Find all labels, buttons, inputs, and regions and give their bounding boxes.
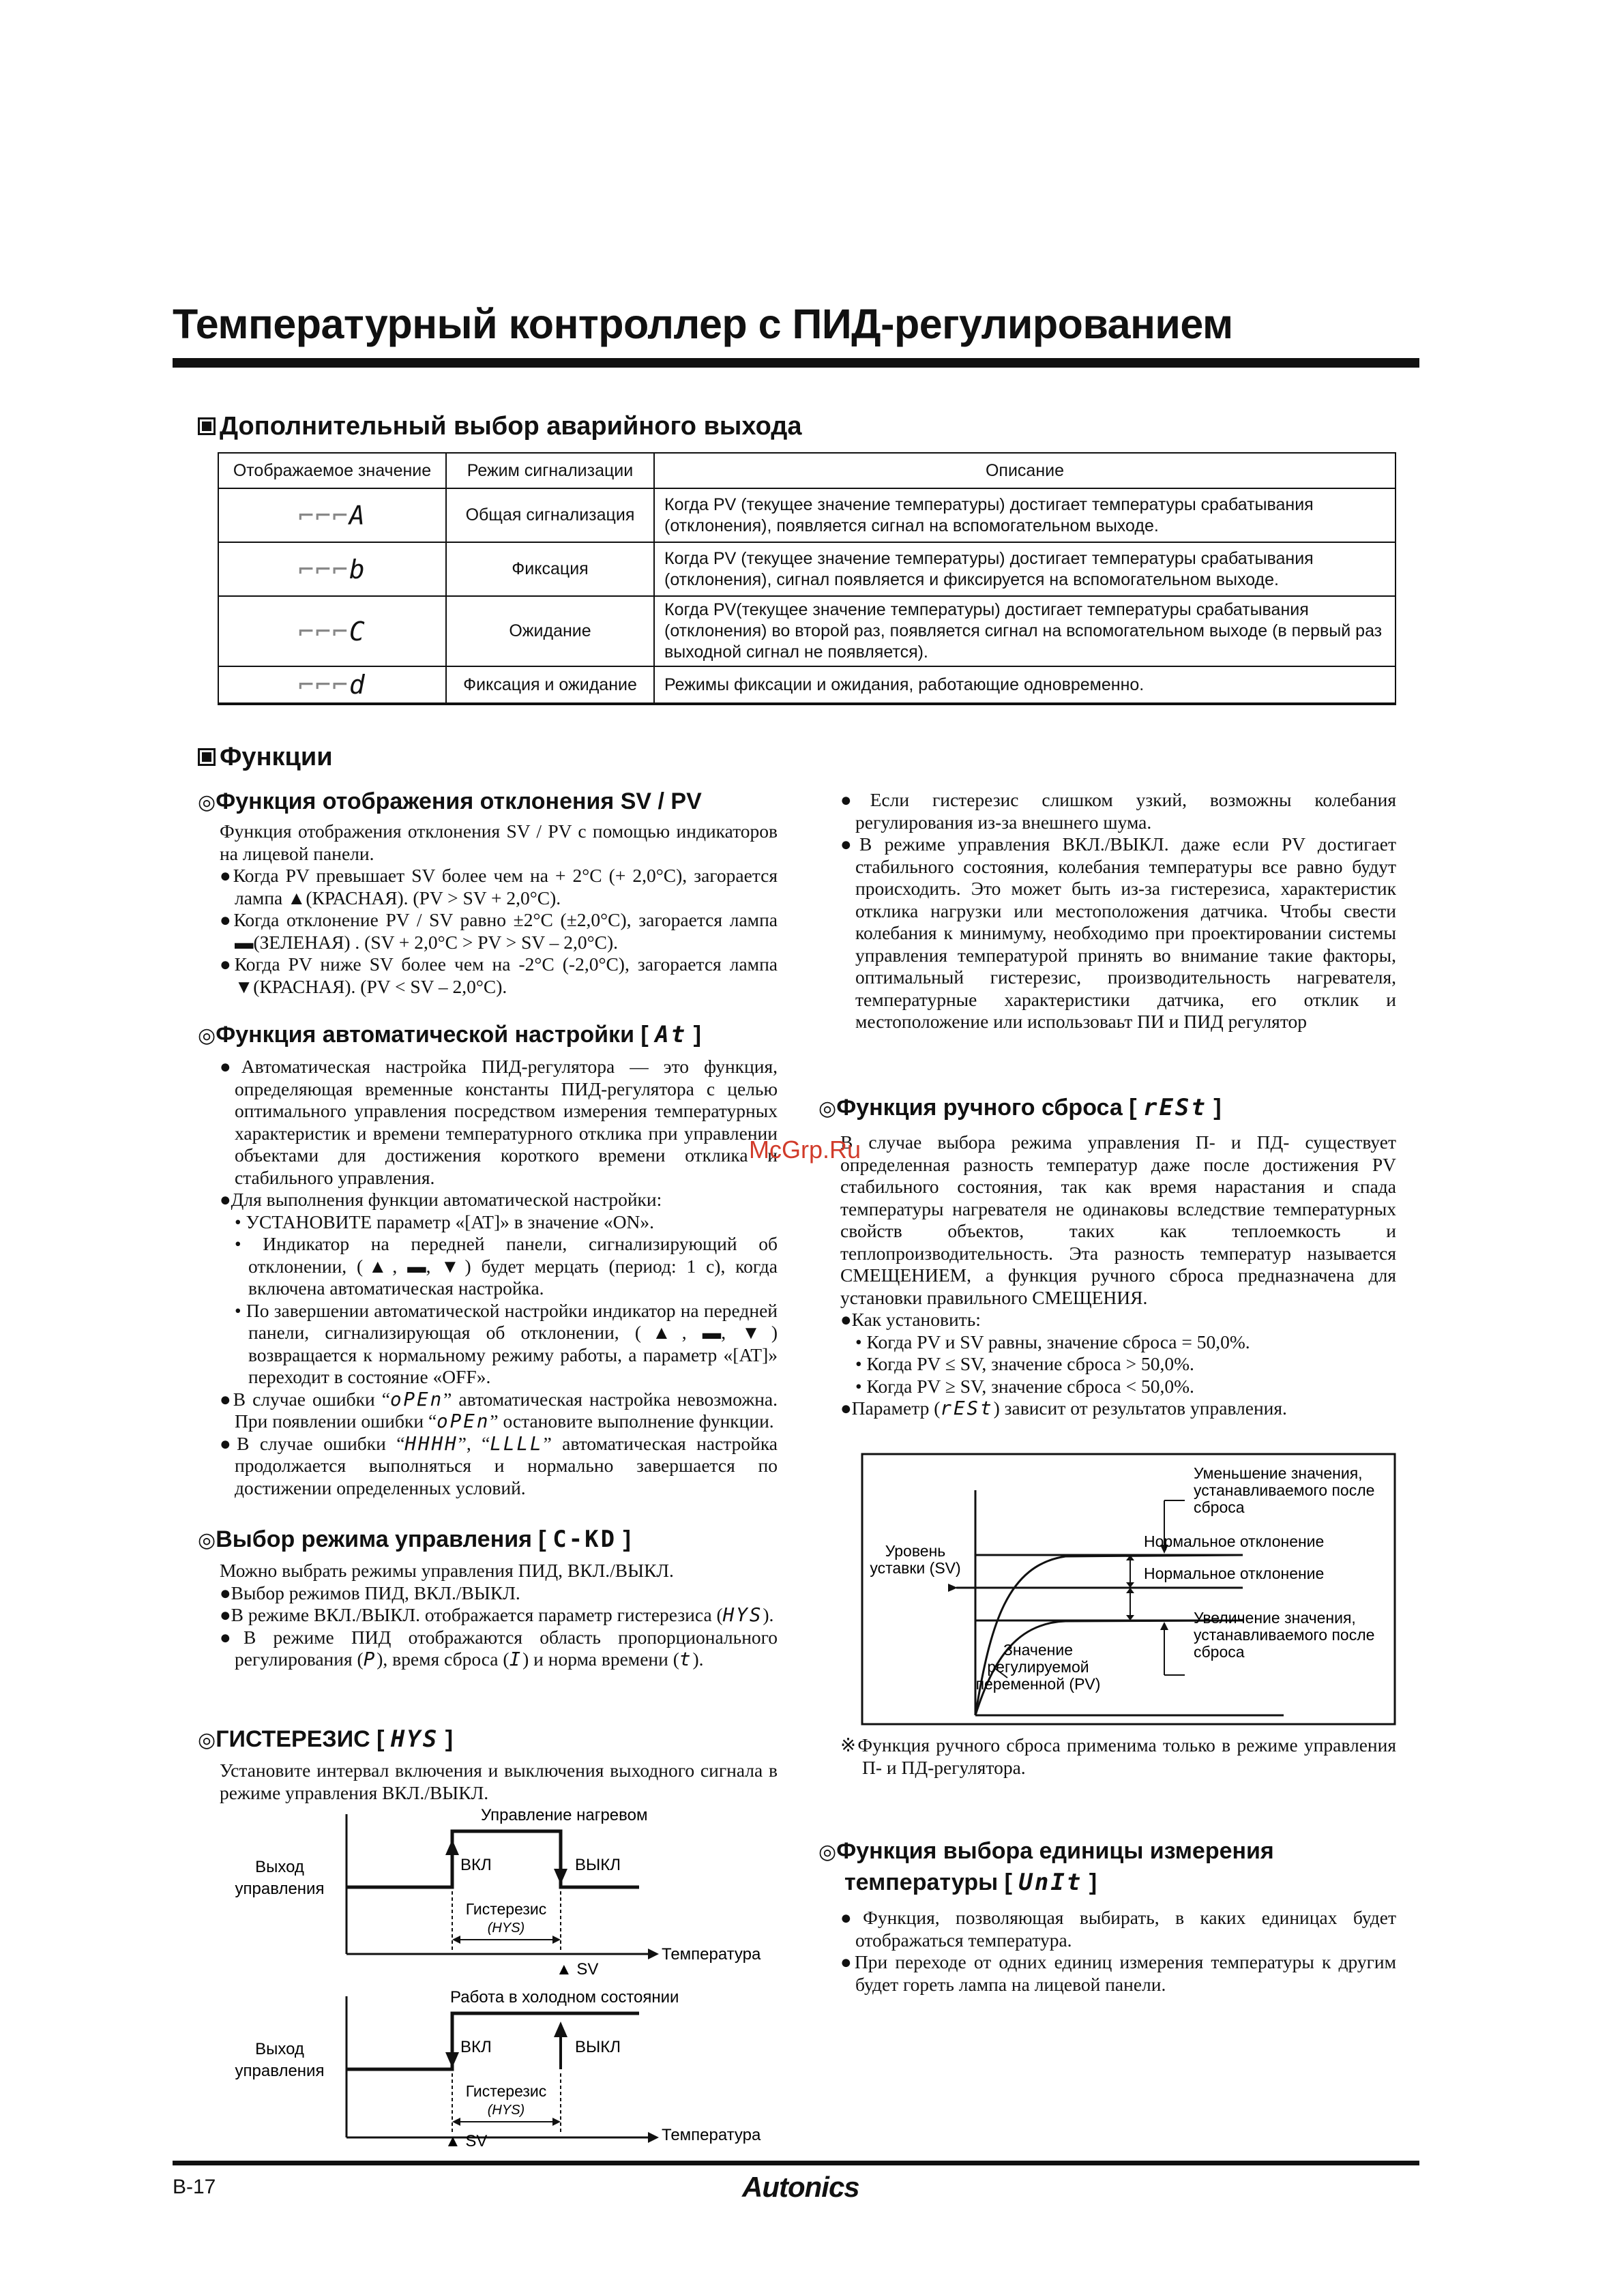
table-header-row bbox=[218, 453, 1396, 488]
hys-label: Гистерезис bbox=[465, 1900, 547, 1918]
manual-reset-sub-bullet: • Когда PV ≥ SV, значение сброса < 50,0%. bbox=[855, 1375, 1194, 1397]
sv-label: ▲ SV bbox=[445, 2132, 488, 2150]
sv-pv-heading-text: Функция отображения отклонения SV / PV bbox=[216, 788, 702, 814]
square-bullet-icon bbox=[198, 748, 216, 766]
graph-label: регулируемой bbox=[987, 1658, 1089, 1676]
graph-label: Значение bbox=[1003, 1641, 1073, 1659]
text: ●В случае ошибки “ bbox=[220, 1388, 390, 1410]
description-cell: Режимы фиксации и ожидания, работающие одновременно. bbox=[654, 666, 1396, 704]
up-arrow-icon bbox=[1160, 1622, 1168, 1630]
x-axis-arrow-icon bbox=[648, 2132, 659, 2143]
x-label: Температура bbox=[662, 2126, 761, 2144]
text: ”, “ bbox=[458, 1432, 490, 1454]
manual-reset-code: rESt bbox=[1142, 1094, 1207, 1121]
p-code: P bbox=[363, 1648, 377, 1670]
sv-pv-bullet: ●Когда PV ниже SV более чем на -2°C (-2,0°C), загорается лампа ▼(КРАСНАЯ). (PV < SV – 2,0°C). bbox=[220, 953, 778, 997]
manual-reset-sub-bullet: • Когда PV и SV равны, значение сброса = 50,0%. bbox=[855, 1331, 1250, 1352]
hys-label: Гистерезис bbox=[465, 2082, 547, 2100]
title-rule bbox=[173, 358, 1419, 368]
segment-display-cell: ⌐⌐⌐A bbox=[218, 488, 446, 542]
graph-label: сброса bbox=[1194, 1498, 1245, 1516]
autotune-bullet: ●Для выполнения функции автоматической настройки: bbox=[220, 1189, 662, 1210]
unit-bullet: ●При переходе от одних единиц измерения температуры к другим будет гореть лампа на лицевой панели. bbox=[840, 1951, 1396, 1995]
text: ” автоматическая настройка продолжается выполняться и нормально завершается по достижении определенных условий. bbox=[235, 1432, 778, 1498]
cooling-diagram bbox=[225, 1986, 784, 2163]
text: и норма времени bbox=[533, 1648, 668, 1670]
double-circle-icon: ◎ bbox=[198, 1024, 216, 1048]
autotune-sub-bullet: • По завершении автоматической настройки индикатор на передней панели, сигнализирующая об отклонении, (▲, ▬, ▼) возвращается к нормальному режиму работы, а параметр «[AT]» переходит в состояние «OFF». bbox=[235, 1299, 778, 1387]
error-code: oPEn bbox=[437, 1410, 490, 1432]
description-cell: Когда PV (текущее значение температуры) достигает температуры срабатывания (отклонения), появляется сигнал на вспомогательном выходе. bbox=[654, 488, 1396, 542]
graph-label: Уровень bbox=[885, 1542, 946, 1560]
graph-label: Нормальное отклонение bbox=[1144, 1533, 1325, 1550]
autotune-heading: ◎Функция автоматической настройки [ At ] bbox=[198, 1021, 701, 1048]
text: , время сброса bbox=[383, 1648, 499, 1670]
autotune-error-bullet bbox=[220, 1433, 778, 1500]
functions-heading-text: Функции bbox=[220, 743, 333, 771]
segment-code: b bbox=[349, 554, 366, 584]
control-mode-bullet: ●В режиме ВКЛ./ВЫКЛ. отображается параметр гистерезиса (HYS). bbox=[220, 1604, 774, 1626]
unit-heading: ◎Функция выбора единицы измерения температуры [ UnIt ] bbox=[818, 1838, 1274, 1896]
page-number: B-17 bbox=[173, 2176, 216, 2198]
segment-display-cell: ⌐⌐⌐b bbox=[218, 542, 446, 596]
control-mode-bullet: ●В режиме ПИД отображаются область пропорционального регулирования (P), время сброса (I) и норма времени (t). bbox=[220, 1626, 778, 1670]
control-mode-intro: Можно выбрать режимы управления ПИД, ВКЛ./ВЫКЛ. bbox=[220, 1560, 674, 1581]
sv-label: ▲ SV bbox=[556, 1960, 599, 1979]
alarm-table bbox=[218, 452, 1396, 705]
functions-heading bbox=[198, 743, 333, 772]
sv-arrow-icon bbox=[948, 1584, 958, 1592]
table-row bbox=[218, 542, 1396, 596]
y-label: Выход bbox=[255, 2040, 304, 2058]
text: ●В случае ошибки “ bbox=[220, 1432, 405, 1454]
error-code: HHHH bbox=[404, 1432, 458, 1455]
page-title: Температурный контроллер с ПИД-регулированием bbox=[173, 301, 1233, 347]
unit-body bbox=[840, 1907, 1396, 1996]
graph-label: сброса bbox=[1194, 1643, 1245, 1661]
hys-code: HYS bbox=[722, 1604, 763, 1626]
heating-diagram bbox=[225, 1804, 784, 1981]
mode-cell: Фиксация и ожидание bbox=[446, 666, 654, 704]
graph-label: Уменьшение значения, bbox=[1194, 1464, 1363, 1482]
double-circle-icon: ◎ bbox=[198, 1528, 216, 1552]
control-mode-heading: ◎Выбор режима управления [ C-KD ] bbox=[198, 1526, 631, 1553]
graph-label: устанавливаемого после bbox=[1194, 1626, 1375, 1644]
segment-code: A bbox=[349, 500, 366, 531]
column-header: Описание bbox=[654, 453, 1396, 488]
sv-pv-heading bbox=[198, 788, 702, 815]
sv-pv-intro: Функция отображения отклонения SV / PV с помощью индикаторов на лицевой панели. bbox=[220, 820, 778, 864]
brand-logo: Autonics bbox=[742, 2171, 859, 2203]
mode-cell: Общая сигнализация bbox=[446, 488, 654, 542]
unit-heading-text: Функция выбора единицы измерения bbox=[836, 1838, 1274, 1864]
unit-heading-text: температуры bbox=[844, 1869, 999, 1895]
off-label: ВЫКЛ bbox=[575, 1856, 621, 1874]
on-label: ВКЛ bbox=[460, 1856, 492, 1874]
segment-display-cell: ⌐⌐⌐C bbox=[218, 596, 446, 666]
up-arrow-icon bbox=[554, 2022, 567, 2037]
right-bullet: ●В режиме управления ВКЛ./ВЫКЛ. даже если PV достигает стабильного состояния, колебания температуры все равно будут происходить. Это может быть из-за гистерезиса, характеристик отклика нагрузки или местоположения датчика. Чтобы свести колебания к минимуму, необходимо при проектировании системы управления температурой принять во внимание такие факторы, оптимальный гистерезис, производительность нагревателя, температурные характеристики датчика, его отклик и местоположение или использоваьт ПИ и ПИД регулятор bbox=[840, 833, 1396, 1032]
down-arrow-icon bbox=[554, 1869, 567, 1884]
left-arrow-icon bbox=[452, 1936, 460, 1944]
graph-label: Увеличение значения, bbox=[1194, 1609, 1356, 1627]
alarm-heading-text: Дополнительный выбор аварийного выхода bbox=[220, 412, 802, 441]
table-row bbox=[218, 596, 1396, 666]
segment-display-cell: ⌐⌐⌐d bbox=[218, 666, 446, 704]
graph-label: Нормальное отклонение bbox=[1144, 1565, 1325, 1582]
sv-pv-bullet: ●Когда PV превышает SV более чем на + 2°C (+ 2,0°C), загорается лампа ▲(КРАСНАЯ). (PV > SV + 2,0°C). bbox=[220, 865, 778, 908]
graph-label: переменной (PV) bbox=[975, 1675, 1101, 1693]
sv-pv-bullet: ●Когда отклонение PV / SV равно ±2°C (±2,0°C), загорается лампа ▬(ЗЕЛЕНАЯ) . (SV + 2,0°C > PV > SV – 2,0°C). bbox=[220, 909, 778, 953]
right-bullet: ●Если гистерезис слишком узкий, возможны колебания регулирования из-за внешнего шума. bbox=[840, 789, 1396, 833]
double-circle-icon: ◎ bbox=[818, 1840, 837, 1864]
double-circle-icon: ◎ bbox=[818, 1097, 837, 1121]
autotune-sub-bullet: • Индикатор на передней панели, сигнализирующий об отклонении, (▲, ▬, ▼) будет мерцать (период: 1 с), когда включена автоматическая настройка. bbox=[235, 1233, 778, 1299]
square-bullet-icon bbox=[198, 417, 216, 435]
off-label: ВЫКЛ bbox=[575, 2038, 621, 2056]
watermark-text: McGrp.Ru bbox=[749, 1136, 861, 1164]
graph-label: уставки (SV) bbox=[870, 1559, 961, 1577]
hys-code: (HYS) bbox=[487, 2103, 525, 2118]
error-code: LLLL bbox=[490, 1432, 544, 1455]
control-mode-code: C-KD bbox=[552, 1526, 617, 1553]
manual-reset-body bbox=[840, 1131, 1396, 1420]
error-code: oPEn bbox=[389, 1388, 444, 1410]
text: ●В режиме ВКЛ./ВЫКЛ. отображается параметр гистерезиса bbox=[220, 1604, 712, 1625]
manual-reset-bullet: ●Как установить: bbox=[840, 1309, 981, 1330]
text: ” остановите выполнение функции. bbox=[490, 1410, 774, 1432]
control-mode-body bbox=[220, 1560, 778, 1671]
manual-reset-sub-bullet: • Когда PV ≤ SV, значение сброса > 50,0%. bbox=[855, 1353, 1194, 1374]
manual-reset-heading-text: Функция ручного сброса bbox=[836, 1095, 1123, 1121]
column-header: Отображаемое значение bbox=[218, 453, 446, 488]
table-row bbox=[218, 666, 1396, 704]
y-label: управления bbox=[235, 1880, 325, 1898]
x-axis-arrow-icon bbox=[648, 1949, 659, 1959]
manual-reset-heading: ◎Функция ручного сброса [ rESt ] bbox=[818, 1094, 1222, 1121]
text: ) зависит от результатов управления. bbox=[993, 1397, 1287, 1419]
autotune-sub-bullet: • УСТАНОВИТЕ параметр «[AT]» в значение «ON». bbox=[235, 1211, 654, 1232]
sv-pv-body bbox=[220, 820, 778, 998]
table-row bbox=[218, 488, 1396, 542]
autotune-bullet: ●Автоматическая настройка ПИД-регулятора — это функция, определяющая временные константы ПИД-регулятора с целью оптимального управления посредством измерения температурных характеристик и времени температурного отклика при управлении объектами для достижения короткого времени отклика и стабильного управления. bbox=[220, 1056, 778, 1188]
text: ●Параметр ( bbox=[840, 1397, 941, 1419]
manual-reset-graph bbox=[861, 1453, 1396, 1726]
segment-code: C bbox=[349, 616, 366, 647]
text: ” автоматическая настройка невозможна. При появлении ошибки “ bbox=[235, 1388, 778, 1432]
column-header: Режим сигнализации bbox=[446, 453, 654, 488]
control-mode-heading-text: Выбор режима управления bbox=[216, 1526, 532, 1552]
mode-cell: Ожидание bbox=[446, 596, 654, 666]
hysteresis-heading-text: ГИСТЕРЕЗИС bbox=[216, 1726, 370, 1752]
manual-reset-bullet bbox=[840, 1397, 1396, 1420]
y-label: управления bbox=[235, 2062, 325, 2080]
unit-bullet: ●Функция, позволяющая выбирать, в каких единицах будет отображаться температура. bbox=[840, 1907, 1396, 1951]
y-label: Выход bbox=[255, 1858, 304, 1876]
x-label: Температура bbox=[662, 1945, 761, 1964]
unit-code: UnIt bbox=[1018, 1869, 1083, 1896]
i-code: I bbox=[509, 1648, 523, 1670]
right-top-body bbox=[840, 789, 1396, 1033]
text: ●В режиме ПИД отображаются область пропорционального регулирования bbox=[220, 1626, 778, 1670]
diagram-title: Управление нагревом bbox=[481, 1806, 648, 1824]
graph-label: устанавливаемого после bbox=[1194, 1481, 1375, 1499]
footer-rule bbox=[173, 2161, 1419, 2165]
left-arrow-icon bbox=[452, 2118, 460, 2126]
manual-reset-intro: В случае выбора режима управления П- и ПД- существует определенная разность температур даже после достижения PV стабильного состояния, так как время нарастания и спада температуры нагревателя не одинаковы вследствие температурных свойств объектов, таких как теплоемкость и теплопроизводительность. Эта разность температур называется СМЕЩЕНИЕМ, а функция ручного сброса предназначена для установки правильного СМЕЩЕНИЯ. bbox=[840, 1131, 1396, 1308]
description-cell: Когда PV (текущее значение температуры) достигает температуры срабатывания (отклонения), сигнал появляется и фиксируется на вспомогательном выходе. bbox=[654, 542, 1396, 596]
manual-reset-note: ※Функция ручного сброса применима только в режиме управления П- и ПД-регулятора. bbox=[840, 1734, 1396, 1778]
hysteresis-heading: ◎ГИСТЕРЕЗИС [ HYS ] bbox=[198, 1726, 454, 1753]
segment-code: d bbox=[349, 670, 366, 700]
mode-cell: Фиксация bbox=[446, 542, 654, 596]
on-label: ВКЛ bbox=[460, 2038, 492, 2056]
hys-code: (HYS) bbox=[487, 1921, 525, 1936]
diagram-title: Работа в холодном состоянии bbox=[450, 1988, 679, 2007]
description-cell: Когда PV(текущее значение температуры) достигает температуры срабатывания (отклонения) во второй раз, появляется сигнал на вспомогательном выходе (в первый раз выходной сигнал не появляется). bbox=[654, 596, 1396, 666]
autotune-code: At bbox=[655, 1021, 688, 1048]
t-code: t bbox=[679, 1648, 693, 1670]
double-circle-icon: ◎ bbox=[198, 790, 216, 814]
autotune-body bbox=[220, 1056, 778, 1499]
reset-code: rESt bbox=[940, 1397, 994, 1419]
right-arrow-icon bbox=[552, 2118, 561, 2126]
hysteresis-code: HYS bbox=[390, 1726, 439, 1753]
autotune-error-bullet bbox=[220, 1389, 778, 1433]
down-arrow-icon bbox=[445, 2052, 459, 2068]
control-mode-bullet: ●Выбор режимов ПИД, ВКЛ./ВЫКЛ. bbox=[220, 1582, 520, 1603]
alarm-section-heading bbox=[198, 412, 802, 441]
up-arrow-icon bbox=[445, 1839, 459, 1855]
hysteresis-intro: Установите интервал включения и выключения выходного сигнала в режиме управления ВКЛ./ВЫКЛ. bbox=[220, 1760, 778, 1803]
double-circle-icon: ◎ bbox=[198, 1728, 216, 1752]
right-arrow-icon bbox=[552, 1936, 561, 1944]
autotune-heading-text: Функция автоматической настройки bbox=[216, 1022, 634, 1048]
